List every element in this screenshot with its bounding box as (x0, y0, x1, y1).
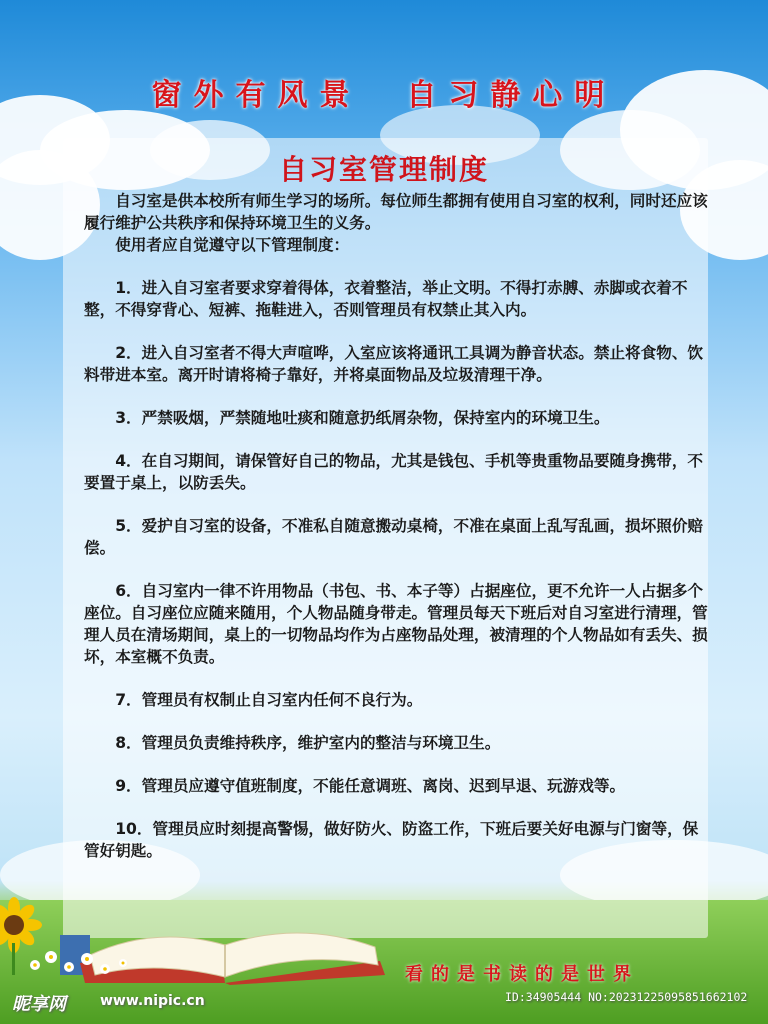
watermark-id: ID:34905444 NO:20231225095851662102 (505, 990, 748, 1004)
rule-item: 8．管理员负责维持秩序，维护室内的整洁与环境卫生。 (115, 734, 501, 752)
rule-item: 4．在自习期间，请保管好自己的物品，尤其是钱包、手机等贵重物品要随身携带，不要置于桌上，以防丢失。 (84, 452, 704, 492)
rule-item: 1．进入自习室者要求穿着得体，衣着整洁，举止文明。不得打赤膊、赤脚或衣着不整，不得穿背心、短裤、拖鞋进入，否则管理员有权禁止其入内。 (84, 279, 688, 319)
rule-item: 5．爱护自习室的设备，不准私自随意搬动桌椅，不准在桌面上乱写乱画，损坏照价赔偿。 (84, 517, 704, 557)
rule-item: 2．进入自习室者不得大声喧哗，入室应该将通讯工具调为静音状态。禁止将食物、饮料带进本室。离开时请将椅子靠好，并将桌面物品及垃圾清理干净。 (84, 344, 704, 384)
watermark-logo: 昵享网 (12, 994, 66, 1015)
poster-title: 自习室管理制度 (278, 153, 489, 186)
watermark-url: www.nipic.cn (100, 993, 205, 1009)
rule-item: 10．管理员应时刻提高警惕，做好防火、防盗工作，下班后要关好电源与门窗等，保管好钥匙。 (84, 820, 699, 860)
daisy-flowers-icon (25, 945, 135, 985)
rules-body (84, 190, 710, 862)
rule-item: 9．管理员应遵守值班制度，不能任意调班、离岗、迟到早退、玩游戏等。 (115, 777, 626, 795)
intro-paragraph-2: 使用者应自觉遵守以下管理制度： (115, 236, 350, 254)
rule-item: 3．严禁吸烟，严禁随地吐痰和随意扔纸屑杂物，保持室内的环境卫生。 (115, 409, 610, 427)
intro-paragraph: 自习室是供本校所有师生学习的场所。每位师生都拥有使用自习室的权利，同时还应该履行维护公共秩序和保持环境卫生的义务。 (84, 192, 708, 232)
rule-item: 7．管理员有权制止自习室内任何不良行为。 (115, 691, 423, 709)
rule-item: 6．自习室内一律不许用物品（书包、书、本子等）占据座位，更不允许一人占据多个座位。自习座位应随来随用，个人物品随身带走。管理员每天下班后对自习室进行清理，管理人员在清场期间，桌上的一切物品均作为占座物品处理，被清理的个人物品如有丢失、损坏，本室概不负责。 (84, 582, 708, 666)
poster-headline: 窗外有风景 自习静心明 (151, 78, 617, 113)
slogan-text: 看的是书读的是世界 (405, 964, 639, 985)
